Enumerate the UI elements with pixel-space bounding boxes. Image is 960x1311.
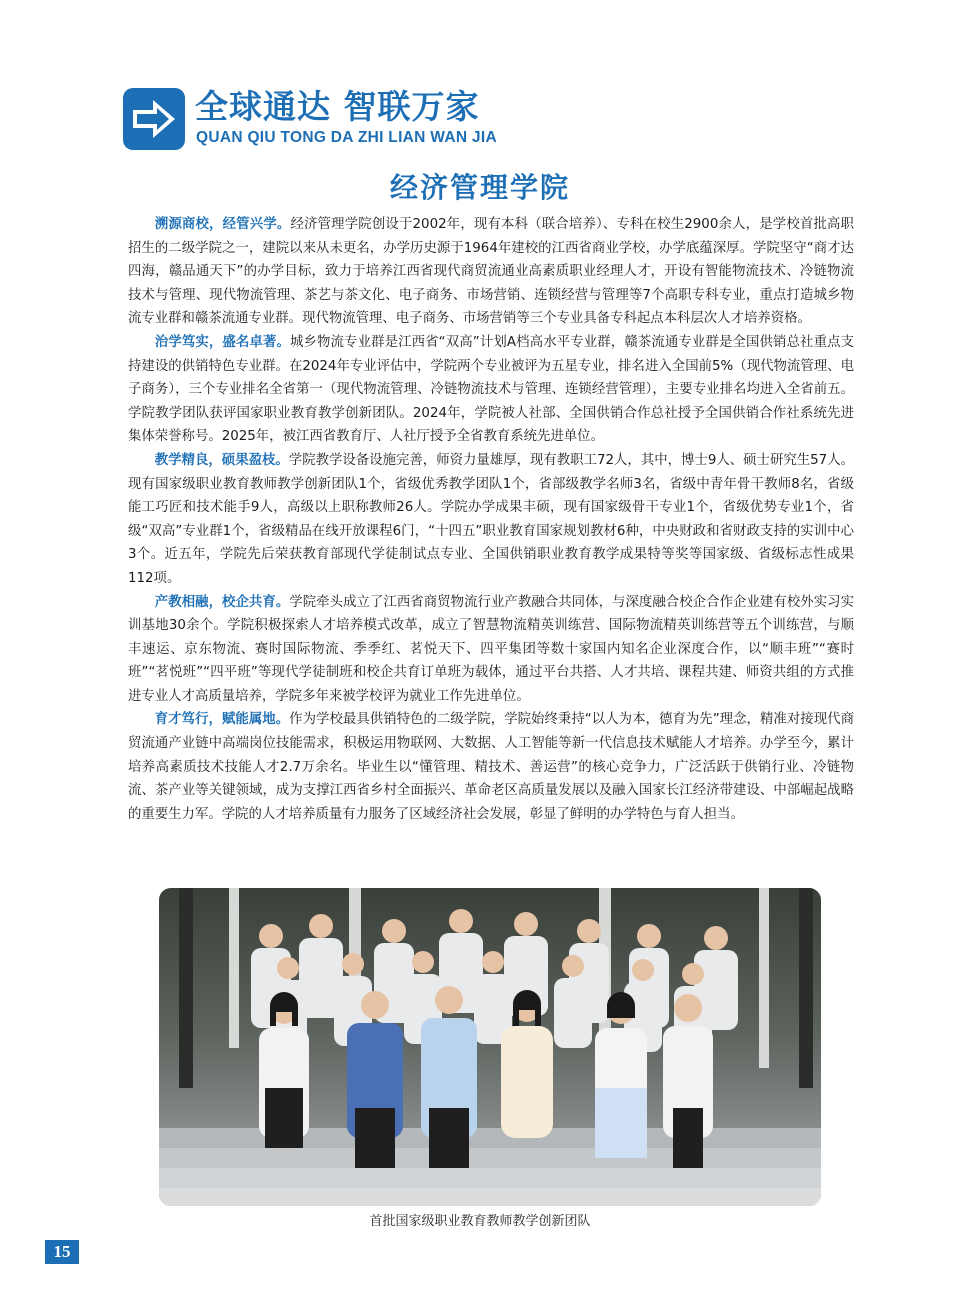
group-photo-illustration	[159, 888, 821, 1206]
paragraph-text: 城乡物流专业群是江西省“双高”计划A档高水平专业群，赣茶流通专业群是全国供销总社重点支持建设的供销特色专业群。在2024年专业评估中，学院两个专业被评为五星专业，排名进入全国前5%（现代物流管理、电子商务），三个专业排名全省第一（现代物流管理、冷链物流技术与管理、连锁经营管理），主要专业排名均进入全省前五。学院教学团队获评国家职业教育教学创新团队。2024年，学院被人社部、全国供销合作总社授予全国供销合作社系统先进集体荣誉称号。2025年，被江西省教育厅、人社厅授予全省教育系统先进单位。	[128, 334, 854, 445]
paragraph-lead: 溯源商校，经管兴学。	[154, 217, 291, 232]
paragraph-text: 学院牵头成立了江西省商贸物流行业产教融合共同体，与深度融合校企合作企业建有校外实习实训基地30余个。学院积极探索人才培养模式改革，成立了智慧物流精英训练营、国际物流精英训练营等五个训练营，与顺丰速运、京东物流、赛时国际物流、季季红、茗悦天下、四平集团等数十家国内知名企业深度合作，以“顺丰班”“赛时班”“茗悦班”“四平班”等现代学徒制班和校企共育订单班为载体，通过平台共搭、人才共培、课程共建、师资共组的方式推进专业人才高质量培养，学院多年来被学校评为就业工作先进单位。	[128, 594, 855, 704]
paragraph	[128, 591, 854, 709]
page-number: 15	[45, 1240, 79, 1264]
paragraph	[128, 449, 854, 591]
paragraph	[128, 213, 854, 331]
article-body	[128, 213, 854, 826]
paragraph-lead: 育才笃行，赋能属地。	[154, 712, 290, 728]
paragraph-lead: 教学精良，硕果盈枝。	[154, 452, 289, 468]
paragraph-text: 作为学校最具供销特色的二级学院，学院始终秉持“以人为本，德育为先”理念，精准对接现代商贸流通产业链中高端岗位技能需求，积极运用物联网、大数据、人工智能等新一代信息技术赋能人才培养。办学至今，累计培养高素质技术技能人才2.7万余名。毕业生以“懂管理、精技术、善运营”的核心竞争力，广泛活跃于供销行业、冷链物流、茶产业等关键领域，成为支撑江西省乡村全面振兴、革命老区高质量发展以及融入国家长江经济带建设、中部崛起战略的重要生力军。学院的人才培养质量有力服务了区域经济社会发展，彰显了鲜明的办学特色与育人担当。	[128, 712, 855, 822]
group-photo	[159, 888, 821, 1206]
paragraph-text: 经济管理学院创设于2002年，现有本科（联合培养）、专科在校生2900余人，是学校首批高职招生的二级学院之一，建院以来从未更名，办学历史源于1964年建校的江西省商业学校，办学底蕴深厚。学院坚守“商才达四海，赣品通天下”的办学目标，致力于培养江西省现代商贸流通业高素质职业经理人才，开设有智能物流技术、冷链物流技术与管理、现代物流管理、茶艺与茶文化、电子商务、市场营销、连锁经营与管理等7个高职专科专业，重点打造城乡物流专业群和赣茶流通专业群。现代物流管理、电子商务、市场营销等三个专业具备专科起点本科层次人才培养资格。	[128, 217, 854, 327]
arrow-right-icon	[123, 88, 185, 150]
photo-caption: 首批国家级职业教育教师教学创新团队	[369, 1214, 591, 1229]
paragraph	[128, 708, 854, 826]
header-pinyin: QUAN QIU TONG DA ZHI LIAN WAN JIA	[196, 129, 497, 146]
page-title: 经济管理学院	[389, 171, 570, 204]
paragraph-lead: 治学笃实，盛名卓著。	[154, 334, 290, 350]
paragraph	[128, 331, 854, 449]
paragraph-text: 学院教学设备设施完善，师资力量雄厚，现有教职工72人，其中，博士9人、硕士研究生57人。现有国家级职业教育教师教学创新团队1个，省级优秀教学团队1个，省部级教学名师3名，省级中青年骨干教师8名，省级能工巧匠和技术能手9人，高级以上职称教师26人。学院办学成果丰硕，现有国家级骨干专业1个，省级优势专业1个，省级“双高”专业群1个，省级精品在线开放课程6门，“十四五”职业教育国家规划教材6种，中央财政和省财政支持的实训中心3个。近五年，学院先后荣获教育部现代学徒制试点专业、全国供销职业教育教学成果特等奖等国家级、省级标志性成果112项。	[128, 452, 854, 586]
header-slogan: 全球通达 智联万家	[195, 87, 480, 126]
paragraph-lead: 产教相融，校企共育。	[154, 594, 290, 610]
page-header	[123, 88, 723, 150]
